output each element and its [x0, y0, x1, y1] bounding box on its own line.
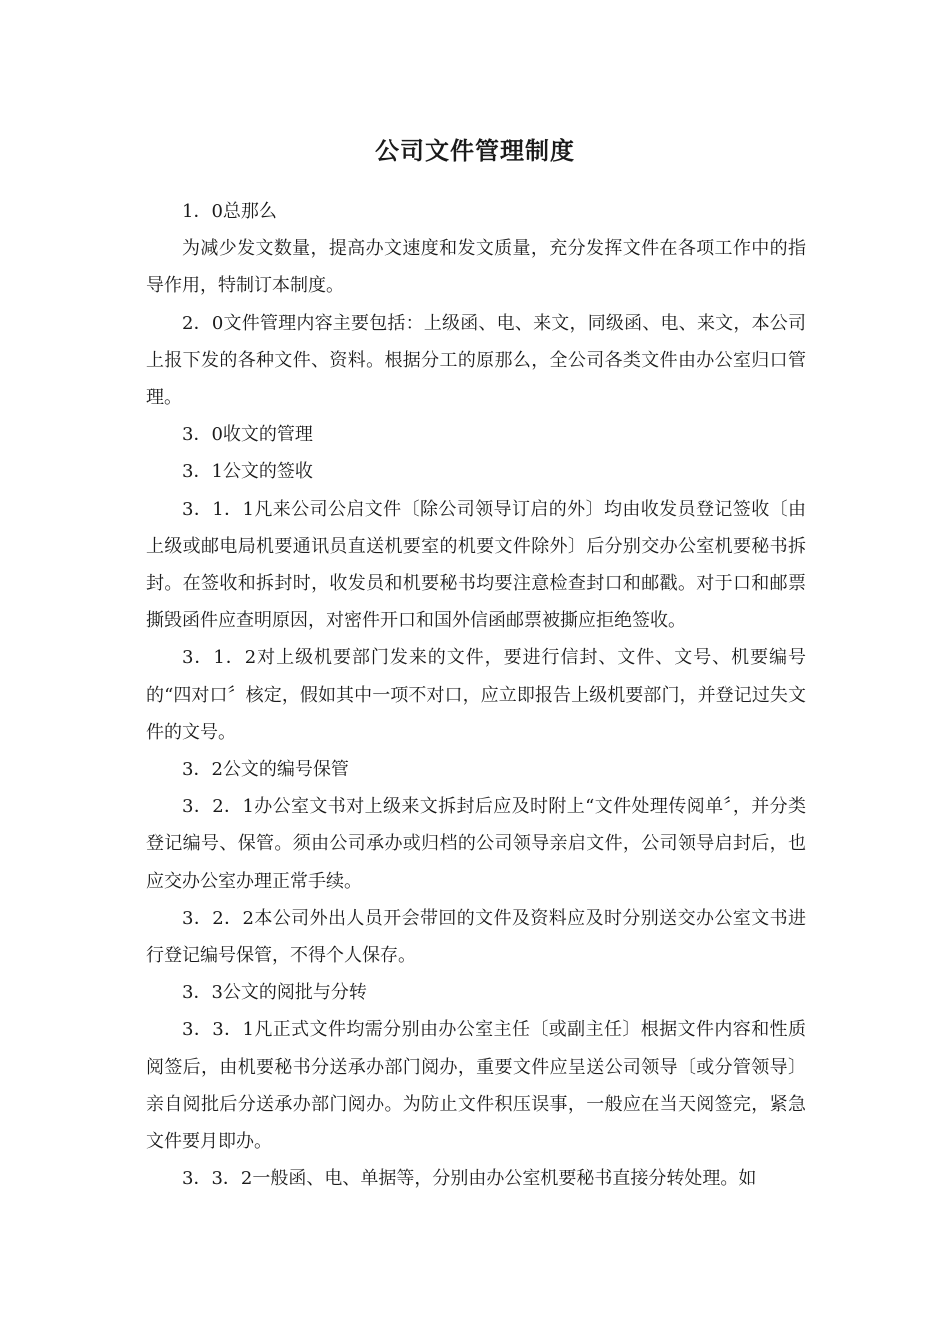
paragraph-12: 3．3．1凡正式文件均需分别由办公室主任〔或副主任〕根据文件内容和性质阅签后，由机要秘书分送承办部门阅办，重要文件应呈送公司领导〔或分管领导〕亲自阅批后分送承办部门阅办。为防止文件积压误事，一般应在当天阅签完，紧急文件要月即办。 [146, 1019, 806, 1153]
paragraph-11: 3．3公文的阅批与分转 [182, 982, 367, 1004]
paragraph-8: 3．2公文的编号保管 [182, 759, 349, 781]
paragraph-13: 3．3．2一般函、电、单据等，分别由办公室机要秘书直接分转处理。如 [182, 1168, 757, 1190]
paragraph-5: 3．1公文的签收 [182, 461, 313, 483]
paragraph-2: 为减少发文数量，提高办文速度和发文质量，充分发挥文件在各项工作中的指导作用，特制订本制度。 [146, 238, 806, 297]
paragraph-3: 2．0文件管理内容主要包括：上级函、电、来文，同级函、电、来文，本公司上报下发的各种文件、资料。根据分工的原那么，全公司各类文件由办公室归口管理。 [146, 312, 806, 409]
paragraph-10: 3．2．2本公司外出人员开会带回的文件及资料应及时分别送交办公室文书进行登记编号保管，不得个人保存。 [146, 907, 806, 967]
paragraph-6: 3．1．1凡来公司公启文件〔除公司领导订启的外〕均由收发员登记签收〔由上级或邮电局机要通讯员直送机要室的机要文件除外〕后分别交办公室机要秘书拆封。在签收和拆封时，收发员和机要秘书均要注意检查封口和邮戳。对于口和邮票撕毁函件应查明原因，对密件开口和国外信函邮票被撕应拒绝签收。 [146, 498, 806, 632]
paragraph-7: 3．1．2对上级机要部门发来的文件，要进行信封、文件、文号、机要编号的“四对口〞核定，假如其中一项不对口，应立即报告上级机要部门，并登记过失文件的文号。 [146, 647, 806, 743]
document-body [146, 193, 806, 1197]
paragraph-1: 1．0总那么 [182, 201, 277, 222]
document-title: 公司文件管理制度 [375, 136, 575, 165]
paragraph-4: 3．0收文的管理 [182, 424, 313, 446]
paragraph-9: 3．2．1办公室文书对上级来文拆封后应及时附上“文件处理传阅单〞，并分类登记编号、保管。须由公司承办或归档的公司领导亲启文件，公司领导启封后，也应交办公室办理正常手续。 [146, 796, 806, 892]
